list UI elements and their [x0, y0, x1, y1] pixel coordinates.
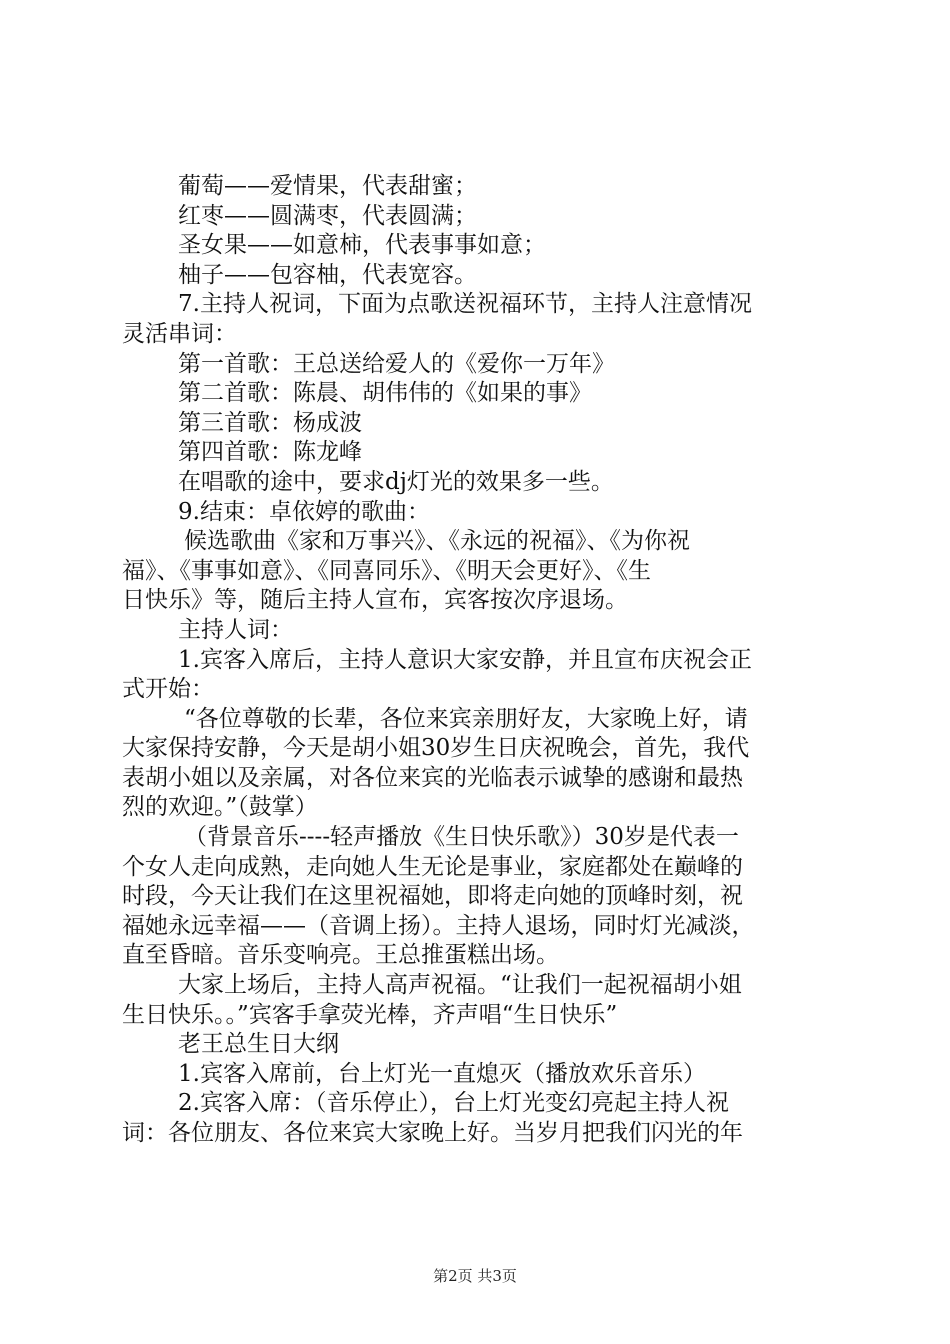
text-line: 主持人词：	[178, 616, 293, 643]
text-line: 福》、《事事如意》、《同喜同乐》、《明天会更好》、《生	[122, 557, 651, 584]
text-line: 1.宾客入席后，主持人意识大家安静，并且宣布庆祝会正	[178, 646, 752, 673]
text-line: 日快乐》等，随后主持人宣布，宾客按次序退场。	[122, 587, 628, 614]
text-line: 表胡小姐以及亲属，对各位来宾的光临表示诚挚的感谢和最热	[122, 764, 743, 791]
text-line: 词：各位朋友、各位来宾大家晚上好。当岁月把我们闪光的年	[122, 1120, 743, 1146]
text-line: 福她永远幸福——（音调上扬）。主持人退场，同时灯光减淡，	[122, 912, 755, 939]
text-line: 第四首歌：陈龙峰	[178, 439, 362, 466]
text-line: 柚子——包容柚，代表宽容。	[178, 261, 477, 288]
text-line: （背景音乐----轻声播放《生日快乐歌》）30岁是代表一	[184, 824, 739, 851]
text-line: 7.主持人祝词，下面为点歌送祝福环节，主持人注意情况	[178, 291, 752, 318]
text-line: 候选歌曲《家和万事兴》、《永远的祝福》、《为你祝	[184, 528, 690, 555]
text-line: 葡萄——爱情果，代表甜蜜；	[178, 173, 477, 199]
text-line: 1.宾客入席前，台上灯光一直熄灭（播放欢乐音乐）	[178, 1060, 706, 1087]
text-line: 圣女果——如意柿，代表事事如意；	[178, 232, 546, 259]
text-line: 生日快乐。。”宾客手拿荧光棒，齐声唱“生日快乐”	[122, 1001, 618, 1028]
text-line: 红枣——圆满枣，代表圆满；	[178, 202, 477, 229]
text-line: 大家上场后，主持人高声祝福。“让我们一起祝福胡小姐	[178, 972, 742, 999]
text-line: 烈的欢迎。”（鼓掌）	[122, 794, 318, 821]
document-body	[122, 172, 830, 1149]
text-line: 老王总生日大纲	[178, 1031, 339, 1058]
text-line: 2.宾客入席：（音乐停止），台上灯光变幻亮起主持人祝	[178, 1090, 729, 1117]
text-line: 第一首歌：王总送给爱人的《爱你一万年》	[178, 350, 615, 377]
text-line: 在唱歌的途中，要求dj灯光的效果多一些。	[178, 468, 614, 495]
text-line: 时段，今天让我们在这里祝福她，即将走向她的顶峰时刻，祝	[122, 883, 743, 910]
text-line: 灵活串词：	[122, 320, 237, 347]
text-line: 直至昏暗。音乐变响亮。王总推蛋糕出场。	[122, 942, 559, 969]
text-line: “各位尊敬的长辈，各位来宾亲朋好友，大家晚上好，请	[184, 705, 748, 732]
text-line: 第三首歌：杨成波	[178, 409, 362, 436]
page-footer: 第2页 共3页	[433, 1267, 517, 1285]
text-line: 9.结束：卓依婷的歌曲：	[178, 498, 430, 525]
text-line: 式开始：	[122, 676, 214, 703]
text-line: 第二首歌：陈晨、胡伟伟的《如果的事》	[178, 380, 592, 407]
text-line: 个女人走向成熟，走向她人生无论是事业，家庭都处在巅峰的	[122, 853, 743, 880]
text-line: 大家保持安静，今天是胡小姐30岁生日庆祝晚会，首先，我代	[122, 735, 750, 762]
